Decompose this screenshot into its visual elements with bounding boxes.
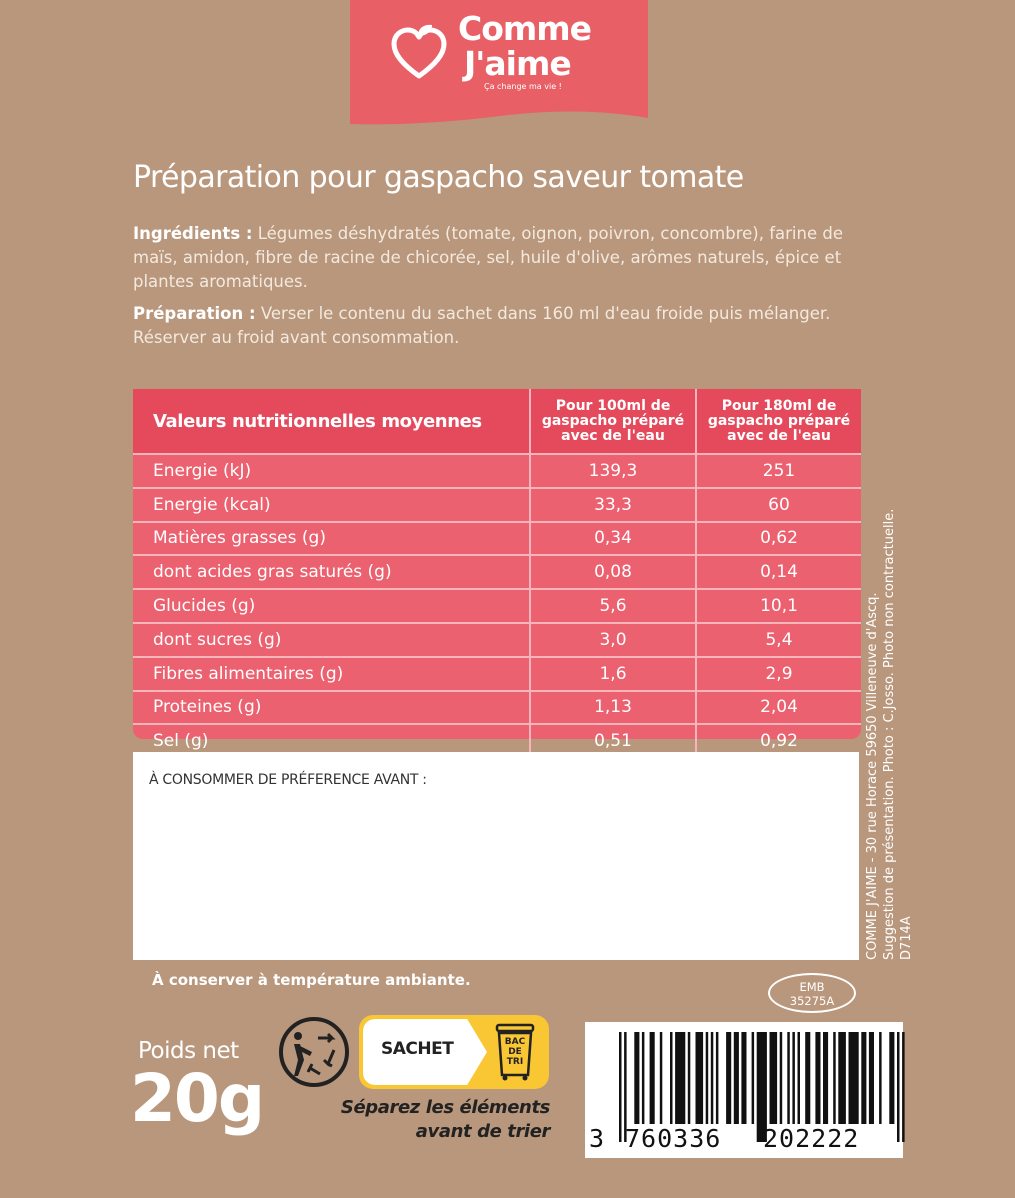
emb-number: 35275A: [789, 994, 835, 1008]
barcode-bar: [688, 1032, 691, 1124]
emb-code: [768, 973, 856, 1013]
barcode-bar: [660, 1032, 663, 1124]
net-weight-label: Poids net: [138, 1038, 239, 1064]
nutrient-name: Fibres alimentaires (g): [133, 657, 530, 691]
nutrition-table: [133, 389, 861, 752]
barcode-bar: [849, 1032, 859, 1124]
barcode-first-digit: 3: [589, 1124, 605, 1153]
nutrition-row: [133, 623, 861, 657]
brand-name-line1: Comme: [458, 9, 592, 48]
preparation-paragraph: [133, 302, 873, 350]
value-100ml: 1,6: [530, 657, 696, 691]
barcode-bar: [861, 1032, 866, 1124]
heart-apple-icon: [388, 22, 450, 82]
nutrient-name: Energie (kJ): [133, 454, 530, 488]
barcode-bar: [879, 1032, 882, 1124]
barcode: [585, 1022, 903, 1158]
nutrient-name: Matières grasses (g): [133, 522, 530, 556]
best-before-label: À CONSOMMER DE PRÉFERENCE AVANT :: [149, 772, 427, 788]
value-100ml: 5,6: [530, 589, 696, 623]
brand-logo: [350, 0, 648, 128]
barcode-bar: [650, 1032, 655, 1124]
barcode-bar: [752, 1032, 755, 1124]
net-weight-value: 20g: [130, 1060, 264, 1137]
barcode-bar: [902, 1032, 905, 1142]
barcode-bar: [889, 1032, 894, 1124]
nutrient-name: Energie (kcal): [133, 488, 530, 522]
barcode-bar: [670, 1032, 673, 1124]
barcode-bar: [770, 1032, 778, 1124]
value-100ml: 139,3: [530, 454, 696, 488]
barcode-bar: [787, 1032, 790, 1124]
value-100ml: 3,0: [530, 623, 696, 657]
sachet-label: SACHET: [381, 1039, 454, 1059]
barcode-group1: 760336: [625, 1124, 722, 1153]
barcode-bar: [805, 1032, 810, 1124]
sorting-instruction: [318, 1096, 550, 1144]
storage-instruction: À conserver à température ambiante.: [152, 971, 471, 989]
nutrient-name: Proteines (g): [133, 691, 530, 725]
barcode-bar: [741, 1032, 746, 1124]
nutrient-name: dont acides gras saturés (g): [133, 555, 530, 589]
column-header-100ml: Pour 100ml de gaspacho préparé avec de l'eau: [530, 389, 696, 454]
barcode-bar: [798, 1032, 801, 1124]
sorting-line1: Séparez les éléments: [340, 1097, 550, 1118]
nutrient-name: Sel (g): [133, 724, 530, 757]
barcode-bar: [711, 1032, 714, 1124]
value-180ml: 0,92: [696, 724, 861, 757]
barcode-bar: [792, 1032, 795, 1124]
best-before-box: [133, 752, 859, 960]
value-100ml: 0,34: [530, 522, 696, 556]
value-180ml: 2,9: [696, 657, 861, 691]
nutrient-name: Glucides (g): [133, 589, 530, 623]
value-100ml: 0,51: [530, 724, 696, 757]
value-180ml: 0,14: [696, 555, 861, 589]
barcode-bar: [642, 1032, 645, 1124]
barcode-bar: [619, 1032, 622, 1142]
brand-name-line2: J'aime: [464, 44, 571, 83]
value-100ml: 0,08: [530, 555, 696, 589]
ingredients-label: Ingrédients :: [133, 224, 253, 243]
barcode-bar: [675, 1032, 685, 1124]
barcode-bar: [833, 1032, 836, 1124]
ingredients-text: Légumes déshydratés (tomate, oignon, poivron, concombre), farine de maïs, amidon, fibre de racine de chicorée, sel, huile d'olive, arômes naturels, épice et plantes aromatiques.: [133, 224, 843, 291]
product-title: Préparation pour gaspacho saveur tomate: [133, 160, 744, 195]
bin-label: BAC DE TRI: [504, 1037, 526, 1067]
nutrition-row: [133, 488, 861, 522]
column-header-180ml: Pour 180ml de gaspacho préparé avec de l'eau: [696, 389, 861, 454]
barcode-bar: [726, 1032, 731, 1124]
value-180ml: 0,62: [696, 522, 861, 556]
nutrition-row: [133, 657, 861, 691]
nutrient-name: dont sucres (g): [133, 623, 530, 657]
barcode-bar: [634, 1032, 639, 1124]
legal-photo-note: Suggestion de présentation. Photo : C.Josso. Photo non contractuelle.: [882, 508, 897, 960]
value-180ml: 2,04: [696, 691, 861, 725]
barcode-bar: [838, 1032, 846, 1124]
value-180ml: 251: [696, 454, 861, 488]
preparation-label: Préparation :: [133, 304, 256, 323]
barcode-bar: [823, 1032, 828, 1124]
barcode-bar: [815, 1032, 820, 1124]
value-180ml: 10,1: [696, 589, 861, 623]
preparation-text: Verser le contenu du sachet dans 160 ml d'eau froide puis mélanger. Réserver au froid avant consommation.: [133, 304, 831, 347]
barcode-bar: [869, 1032, 874, 1124]
barcode-bar: [716, 1032, 719, 1124]
legal-address: COMME J'AIME - 30 rue Horace 59650 Villeneuve d'Ascq.: [865, 592, 880, 960]
value-100ml: 33,3: [530, 488, 696, 522]
barcode-bar: [734, 1032, 739, 1124]
nutrition-header-row: [133, 389, 861, 454]
nutrition-header: Valeurs nutritionnelles moyennes: [133, 389, 530, 454]
legal-side-text: [864, 400, 915, 960]
emb-label: EMB: [799, 980, 825, 994]
brand-tagline: Ça change ma vie !: [484, 82, 562, 91]
barcode-bar: [780, 1032, 783, 1124]
nutrition-row: [133, 522, 861, 556]
barcode-group2: 202222: [763, 1124, 860, 1153]
nutrition-row: [133, 555, 861, 589]
value-180ml: 5,4: [696, 623, 861, 657]
value-100ml: 1,13: [530, 691, 696, 725]
value-180ml: 60: [696, 488, 861, 522]
legal-code: D714A: [899, 916, 914, 960]
nutrition-row: [133, 691, 861, 725]
barcode-bar: [706, 1032, 709, 1124]
barcode-bar: [696, 1032, 704, 1124]
sorting-line2: avant de trier: [415, 1121, 550, 1142]
ingredients-paragraph: [133, 222, 873, 294]
recycling-info: [359, 1015, 549, 1089]
brand-name: [458, 9, 592, 91]
nutrition-row: [133, 589, 861, 623]
nutrition-row: [133, 454, 861, 488]
triman-icon: [276, 1016, 352, 1088]
barcode-bar: [897, 1032, 900, 1142]
